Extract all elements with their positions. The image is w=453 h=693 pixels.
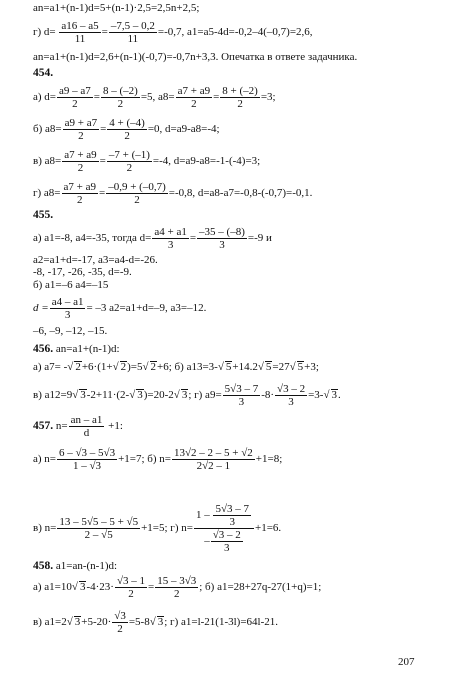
formula-text: an=a1+(n-1)d: — [53, 343, 120, 355]
formula-line — [33, 2, 199, 15]
formula-text: = — [93, 91, 100, 104]
numerator: a16 – a5 — [61, 20, 99, 32]
formula-text: = — [99, 155, 106, 168]
formula-text: +14.2 — [232, 361, 258, 373]
numerator: a9 – a7 — [59, 85, 91, 97]
formula-text: ; б) a1=28+27q-27(1+q)=1; — [199, 581, 322, 594]
fraction — [101, 85, 140, 110]
denominator: 2 — [191, 98, 197, 110]
denominator: 2 — [126, 162, 133, 174]
formula-text: )=5 — [127, 361, 143, 373]
numerator: a7 + a9 — [63, 181, 96, 193]
formula-text: а) a7= - — [33, 361, 68, 373]
fraction — [115, 575, 147, 600]
fraction — [211, 529, 243, 554]
denominator: 2 — [128, 588, 134, 600]
formula-text: = — [147, 581, 155, 594]
formula-text: -8, -17, -26, -35, d=-9. — [33, 266, 132, 278]
numerator: 8 – (–2) — [102, 85, 138, 97]
denominator: 2 — [77, 162, 84, 174]
denominator: 2 – √5 — [84, 529, 113, 541]
exercise-number: 455. — [33, 209, 54, 221]
formula-text: –6, –9, –12, –15. — [33, 325, 108, 337]
fraction — [57, 85, 93, 110]
formula-text: =27 — [272, 361, 290, 373]
formula-text: a2=a1+d=-17, a3=a4-d=-26. — [33, 254, 158, 266]
formula-text: =5, a8= — [140, 91, 175, 104]
fraction — [109, 20, 157, 45]
fraction — [69, 414, 105, 439]
formula-text: = — [98, 187, 106, 200]
formula-line — [33, 266, 132, 279]
numerator: 6 – √3 – 5√3 — [59, 447, 116, 459]
formula-line — [33, 85, 276, 110]
formula-text: = — [101, 26, 108, 39]
sqrt-radicand: 3 — [74, 616, 81, 629]
formula-line — [33, 560, 117, 573]
sqrt-radicand: 5 — [225, 361, 232, 373]
denominator: 2 — [117, 623, 123, 635]
fraction — [152, 226, 188, 251]
numerator — [194, 503, 254, 529]
formula-text: a1=an-(n-1)d: — [53, 560, 118, 572]
fraction — [59, 20, 100, 45]
numerator: a7 + a9 — [177, 85, 211, 97]
formula-text: +1=7; б) n= — [118, 453, 172, 466]
denominator: 11 — [127, 33, 139, 45]
fraction — [50, 296, 86, 321]
formula-text: +6·(1+ — [81, 361, 113, 373]
fraction — [220, 85, 260, 110]
formula-text: =0, d=a9-a8=-4; — [147, 123, 220, 136]
numerator: 13√2 – 2 – 5 + √2 — [174, 447, 253, 459]
denominator: 2 — [237, 98, 243, 110]
fraction — [213, 503, 251, 528]
numerator: –35 – (–8) — [199, 226, 245, 238]
formula-text: а) n= — [33, 453, 56, 466]
fraction — [176, 85, 212, 110]
fraction — [62, 149, 98, 174]
formula-text: =5-8 — [128, 616, 150, 629]
numerator: –0,9 + (–0,7) — [108, 181, 166, 193]
exercise-number: 454. — [33, 67, 54, 79]
denominator: 2 — [78, 130, 84, 142]
page-number: 207 — [398, 656, 415, 668]
formula-text: в) a1=2 — [33, 616, 67, 629]
sqrt-radicand: 3 — [157, 616, 164, 629]
sqrt-radicand: 3 — [79, 581, 86, 594]
sqrt-radicand: 5 — [265, 361, 272, 373]
formula-text: г) a8= — [33, 187, 61, 200]
formula-line — [33, 447, 282, 472]
formula-text: . — [338, 389, 341, 402]
formula-text: = — [213, 91, 220, 104]
numerator: √3 – 2 — [277, 383, 306, 395]
formula-text: an=a1+(n-1)d=2,6+(n-1)(-0,7)=-0,7n+3,3. Опечатка в ответе задачника. — [33, 51, 358, 63]
fraction — [57, 447, 117, 472]
formula-text: а) a1=-8, a4=-35, тогда d= — [33, 232, 152, 245]
numerator: 13 – 5√5 – 5 + √5 — [59, 516, 139, 528]
formula-line — [33, 51, 357, 64]
denominator — [202, 529, 246, 554]
denominator: 2 — [77, 194, 83, 206]
formula-line — [33, 325, 107, 338]
formula-line — [33, 296, 206, 321]
sqrt-radicand: 3 — [181, 389, 188, 402]
formula-text: +1: — [105, 420, 123, 433]
formula-text: =-0,8, d=a8-a7=-0,8-(-0,7)=-0,1. — [168, 187, 313, 200]
denominator: d — [83, 427, 90, 439]
numerator: –7,5 – 0,2 — [110, 20, 155, 32]
fraction — [57, 516, 140, 541]
sqrt-radicand: 2 — [75, 361, 81, 373]
fraction — [223, 383, 261, 408]
formula-line — [33, 149, 260, 174]
formula-text: d = — [33, 302, 49, 315]
numerator: a9 + a7 — [64, 117, 98, 129]
formula-text: = — [189, 232, 197, 245]
formula-line: а) a1=10√ 3-4·23· $\frac{√3 - 1}{2}$ = $\frac{15 - 3√3}{2}$ ; б) a1=28+27q-27(1+q)=1; — [33, 575, 322, 600]
denominator: 2 — [117, 98, 124, 110]
formula-text: +6; б) a13=3- — [157, 361, 218, 373]
formula-text: an=a1+(n-1)d=5+(n-1)·2,5=2,5n+2,5; — [33, 2, 200, 14]
numerator: an – a1 — [70, 414, 103, 426]
fraction — [112, 610, 128, 635]
numerator: a7 + a9 — [64, 149, 97, 161]
denominator: 3 — [167, 239, 174, 251]
formula-text: ; г) a9= — [188, 389, 222, 402]
formula-text: в) n= — [33, 522, 57, 535]
sqrt-radicand: 2 — [120, 361, 127, 373]
formula-line — [33, 343, 120, 356]
exercise-number: 457. — [33, 420, 54, 433]
fraction — [62, 181, 98, 206]
formula-line — [33, 503, 281, 554]
numerator: 8 + (–2) — [222, 85, 258, 97]
formula-line — [33, 20, 313, 45]
formula-text: +1=5; г) n= — [141, 522, 193, 535]
formula-text: а) d= — [33, 91, 56, 104]
numerator: √3 – 2 — [212, 529, 241, 541]
formula-line: а) a7= -√ 2+6·(1+√ 2)=5√ 2+6; б) a13=3-√ 5+14.2√ 5=27√ 5+3; — [33, 361, 319, 373]
denominator: 2 — [124, 130, 130, 142]
denominator: 3 — [238, 396, 245, 408]
formula-line — [33, 279, 108, 292]
formula-text: = — [100, 123, 107, 136]
sqrt-radicand: 5 — [297, 361, 304, 373]
fraction — [106, 181, 168, 206]
exercise-number: 458. — [33, 560, 54, 572]
formula-text: -4·23· — [86, 581, 114, 594]
numerator: a4 – a1 — [51, 296, 84, 308]
denominator: 3 — [223, 542, 230, 554]
formula-text: 1 – — [195, 509, 210, 522]
sqrt-radicand: 3 — [80, 389, 86, 402]
denominator: 11 — [74, 33, 86, 45]
formula-text: ; г) a1=l-21(1-3l)=64l-21. — [164, 616, 279, 629]
nested-fraction — [194, 503, 254, 554]
formula-text: )=20-2 — [143, 389, 174, 402]
fraction — [155, 575, 198, 600]
formula-line — [33, 181, 312, 206]
fraction — [275, 383, 307, 408]
formula-text: -2+11·(2- — [86, 389, 130, 402]
denominator: 3 — [288, 396, 294, 408]
denominator: 1 – √3 — [73, 460, 102, 472]
formula-line: в) a12=9√ 3-2+11·(2-√ 3)=20-2√ 3; г) a9= $\frac{5√3 - 7}{3}$ -8· $\frac{√3 - 2}{3}$ =3-√ 3. — [33, 383, 341, 408]
sqrt-radicand: 3 — [331, 389, 337, 402]
fraction — [197, 226, 247, 251]
formula-text: – — [204, 535, 210, 548]
numerator: √3 – 1 — [116, 575, 145, 587]
sqrt-radicand: 2 — [150, 361, 157, 373]
denominator: 3 — [229, 516, 235, 528]
denominator: 3 — [64, 309, 71, 321]
formula-text: =3; — [260, 91, 276, 104]
formula-text: +3; — [304, 361, 319, 373]
formula-text: в) a12=9 — [33, 389, 73, 402]
formula-text: г) d= — [33, 26, 56, 39]
numerator: 5√3 – 7 — [215, 503, 249, 515]
formula-text: б) a8= — [33, 123, 62, 136]
formula-text: =3- — [308, 389, 324, 402]
denominator: 3 — [219, 239, 225, 251]
denominator: 2√2 – 1 — [196, 460, 231, 472]
formula-text: б) a1=–6 a4=–15 — [33, 279, 109, 291]
exercise-number: 456. — [33, 343, 54, 355]
fraction — [172, 447, 255, 472]
formula-line: в) a1=2√ 3+5-20· $\frac{√3}{2}$ =5-8√ 3; г) a1=l-21(1-3l)=64l-21. — [33, 610, 279, 635]
numerator: –7 + (–1) — [108, 149, 150, 161]
fraction — [107, 149, 152, 174]
formula-text: =-4, d=a9-a8=-1-(-4)=3; — [152, 155, 261, 168]
numerator: √3 — [114, 610, 126, 622]
formula-text: =-9 и — [247, 232, 272, 245]
numerator: a4 + a1 — [154, 226, 187, 238]
formula-line — [33, 226, 272, 251]
formula-text: +5-20· — [81, 616, 112, 629]
formula-text: +1=6. — [254, 522, 282, 535]
formula-text: n= — [53, 420, 68, 433]
denominator: 2 — [72, 98, 78, 110]
numerator: 5√3 – 7 — [224, 383, 259, 395]
numerator: 4 + (–4) — [109, 117, 145, 129]
fraction — [107, 117, 147, 142]
formula-line — [33, 414, 123, 439]
formula-text: -8· — [261, 389, 275, 402]
denominator: 2 — [134, 194, 140, 206]
numerator: 15 – 3√3 — [157, 575, 197, 587]
formula-text: а) a1=10 — [33, 581, 72, 594]
formula-text: +1=8; — [255, 453, 283, 466]
formula-line — [33, 117, 220, 142]
denominator: 2 — [173, 588, 180, 600]
formula-text: в) a8= — [33, 155, 62, 168]
formula-text: = –3 a2=a1+d=–9, a3=–12. — [86, 302, 207, 315]
fraction — [63, 117, 99, 142]
sqrt-radicand: 3 — [137, 389, 143, 402]
formula-text: =-0,7, a1=a5-4d=-0,2–4(–0,7)=2,6, — [157, 26, 313, 39]
